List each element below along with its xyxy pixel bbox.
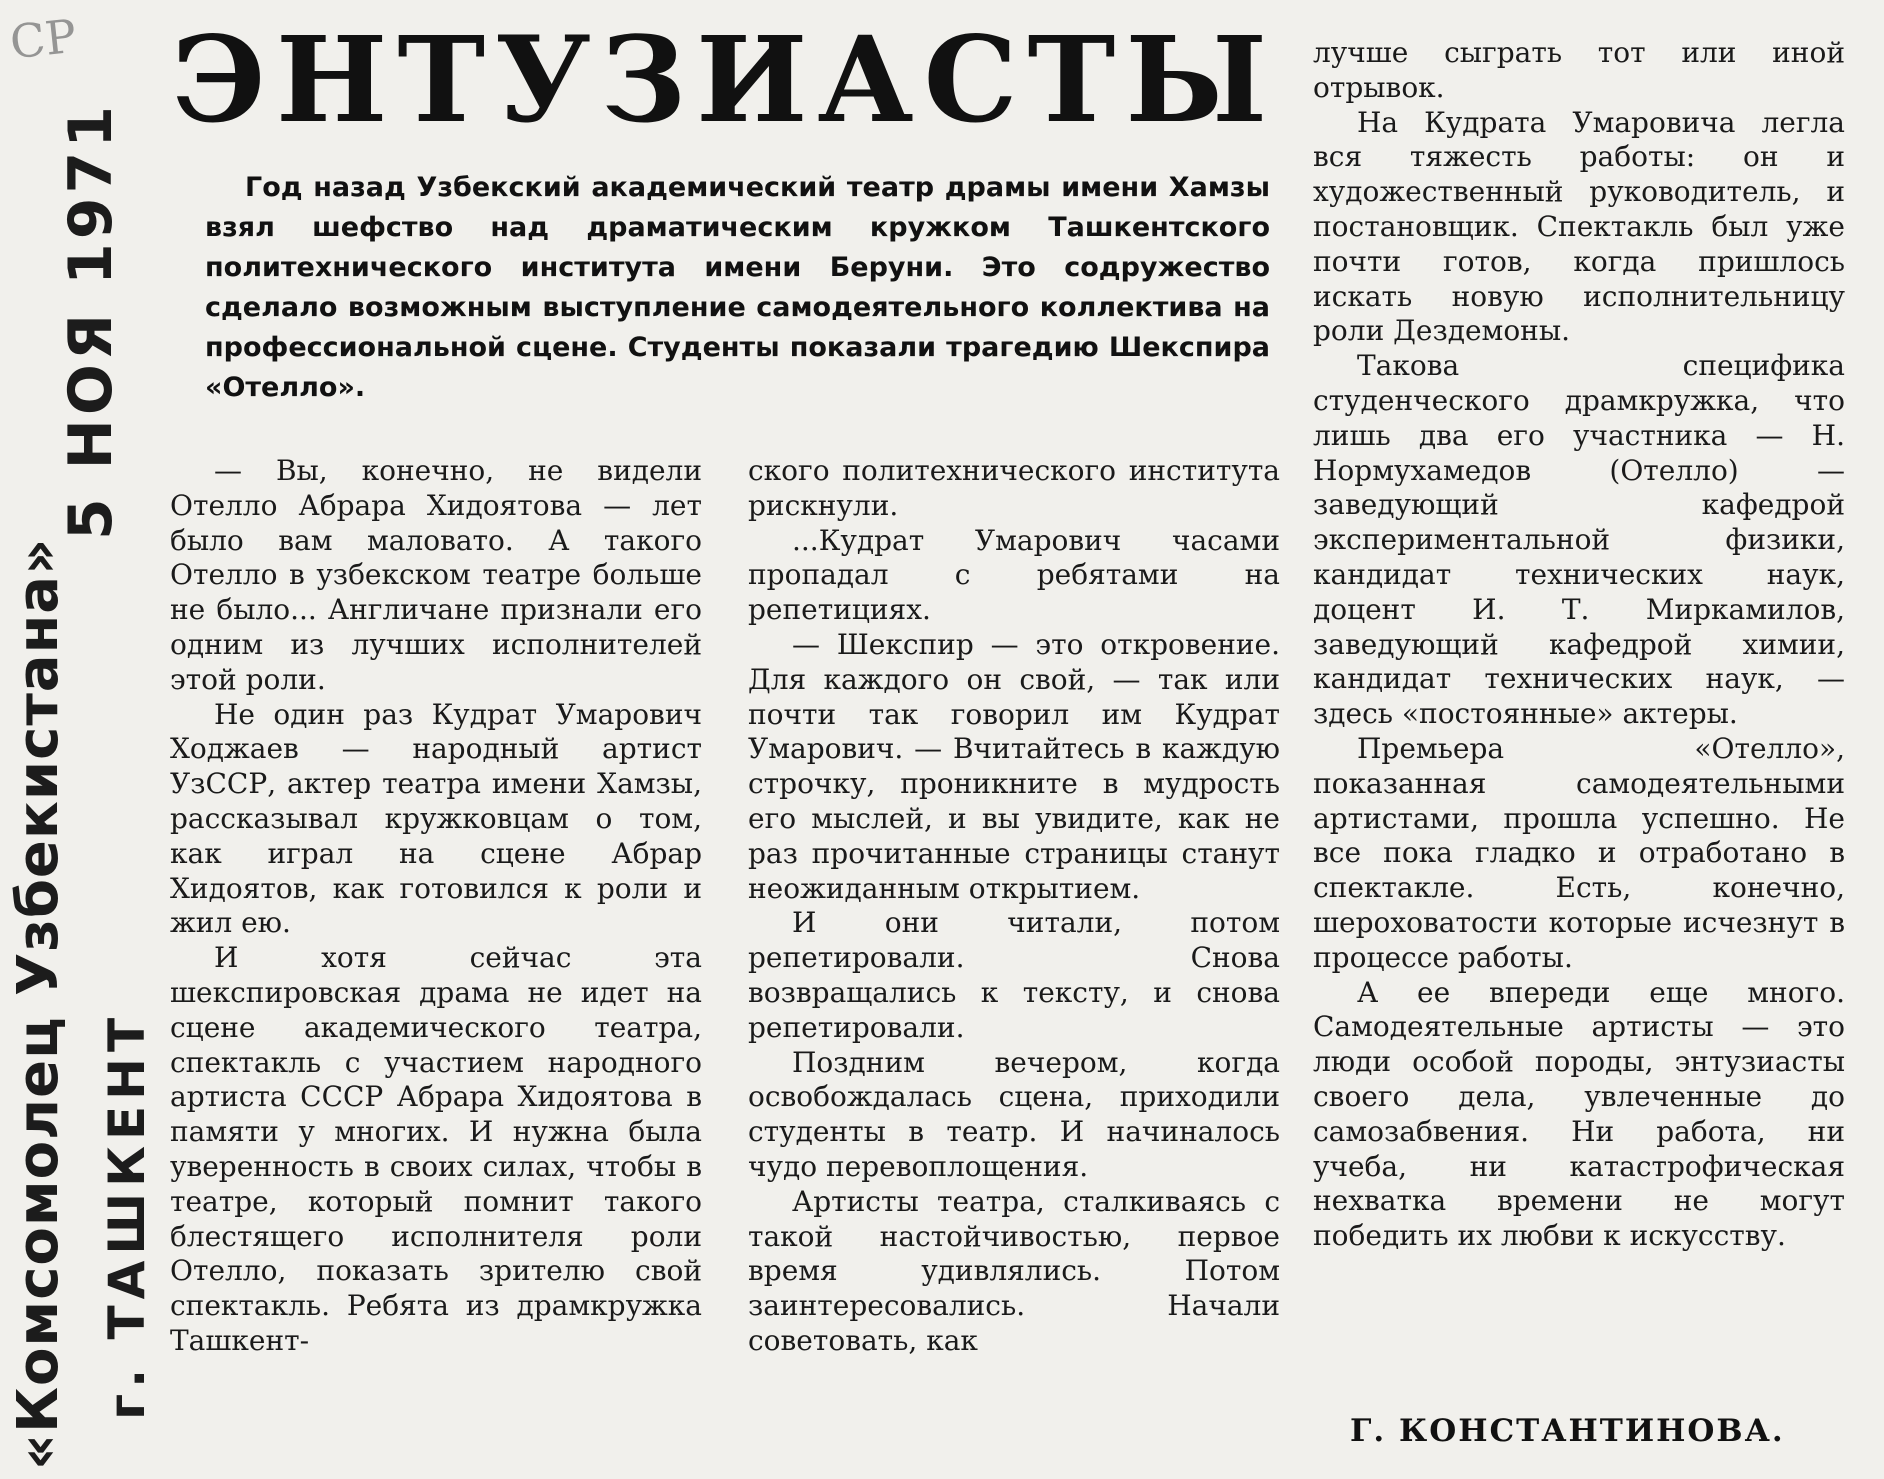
article-column-1 bbox=[170, 454, 702, 1464]
paragraph: Артисты театра, сталкиваясь с такой настойчивостью, первое время удивлялись. Потом заинтересовались. Начали советовать, как bbox=[748, 1184, 1280, 1357]
paragraph: ...Кудрат Умарович часами пропадал с ребятами на репетициях. bbox=[748, 523, 1280, 627]
paragraph: И они читали, потом репетировали. Снова возвращались к тексту, и снова репетировали. bbox=[748, 906, 1280, 1044]
paragraph: лучше сыграть тот или иной отрывок. bbox=[1313, 36, 1845, 104]
paragraph: Премьера «Отелло», показанная самодеятельными артистами, прошла успешно. Не все пока гладко и отработано в спектакле. Есть, конечно, шероховатости которые исчезнут в процессе работы. bbox=[1313, 731, 1845, 974]
date-stamp: 5 НОЯ 1971 bbox=[56, 102, 126, 540]
article-headline: ЭНТУЗИАСТЫ bbox=[172, 10, 1278, 149]
paragraph: На Кудрата Умаровича легла вся тяжесть работы: он и художественный руководитель, и постановщик. Спектакль был уже почти готов, когда пришлось искать новую исполнительницу роли Дездемоны. bbox=[1313, 105, 1845, 348]
article-lead: Год назад Узбекский академический театр драмы имени Хамзы взял шефство над драматическим кружком Ташкентского политехнического института имени Беруни. Это содружество сделало возможным выступление самодеятельного коллектива на профессиональной сцене. Студенты показали трагедию Шекспира «Отелло». bbox=[205, 172, 1270, 403]
paragraph: Поздним вечером, когда освобождалась сцена, приходили студенты в театр. И начиналось чудо перевоплощения. bbox=[748, 1045, 1280, 1183]
city-stamp: г. ТАШКЕНТ bbox=[98, 1011, 156, 1420]
handwritten-margin-note: СР bbox=[7, 8, 79, 70]
newspaper-name-stamp: «Комсомолец Узбекистана» bbox=[6, 537, 71, 1470]
article-column-2 bbox=[748, 454, 1280, 1464]
paragraph: И хотя сейчас эта шекспировская драма не идет на сцене академического театра, спектакль с участием народного артиста СССР Абрара Хидоятова в памяти у многих. И нужна была уверенность в своих силах, чтобы в театре, который помнит такого блестящего исполнителя роли Отелло, показать зрителю свой спектакль. Ребята из драмкружка Ташкент- bbox=[170, 941, 702, 1357]
paragraph: Не один раз Кудрат Умарович Ходжаев — народный артист УзССР, актер театра имени Хамзы, рассказывал кружковцам о том, как играл на сцене Абрар Хидоятов, как готовился к роли и жил ею. bbox=[170, 697, 702, 940]
paragraph: — Вы, конечно, не видели Отелло Абрара Хидоятова — лет было вам маловато. А такого Отелло в узбекском театре больше не было... Англичане признали его одним из лучших исполнителей этой роли. bbox=[170, 454, 702, 696]
paragraph: — Шекспир — это откровение. Для каждого он свой, — так или почти так говорил им Кудрат Умарович. — Вчитайтесь в каждую строчку, проникните в мудрость его мыслей, и вы увидите, как не раз прочитанные страницы станут неожиданным открытием. bbox=[748, 627, 1280, 905]
paragraph: ского политехнического института рискнули. bbox=[748, 454, 1280, 522]
article-column-3 bbox=[1313, 36, 1845, 1436]
author-signature: Г. КОНСТАНТИНОВА. bbox=[1350, 1413, 1785, 1449]
paragraph: Такова специфика студенческого драмкружка, что лишь два его участника — Н. Нормухамедов (Отелло) — заведующий кафедрой экспериментальной физики, кандидат технических наук, доцент И. Т. Миркамилов, заведующий кафедрой химии, кандидат технических наук, — здесь «постоянные» актеры. bbox=[1313, 349, 1845, 731]
paragraph: А ее впереди еще много. Самодеятельные артисты — это люди особой породы, энтузиасты своего дела, увлеченные до самозабвения. Ни работа, ни учеба, ни катастрофическая нехватка времени не могут победить их любви к искусству. bbox=[1313, 975, 1845, 1253]
